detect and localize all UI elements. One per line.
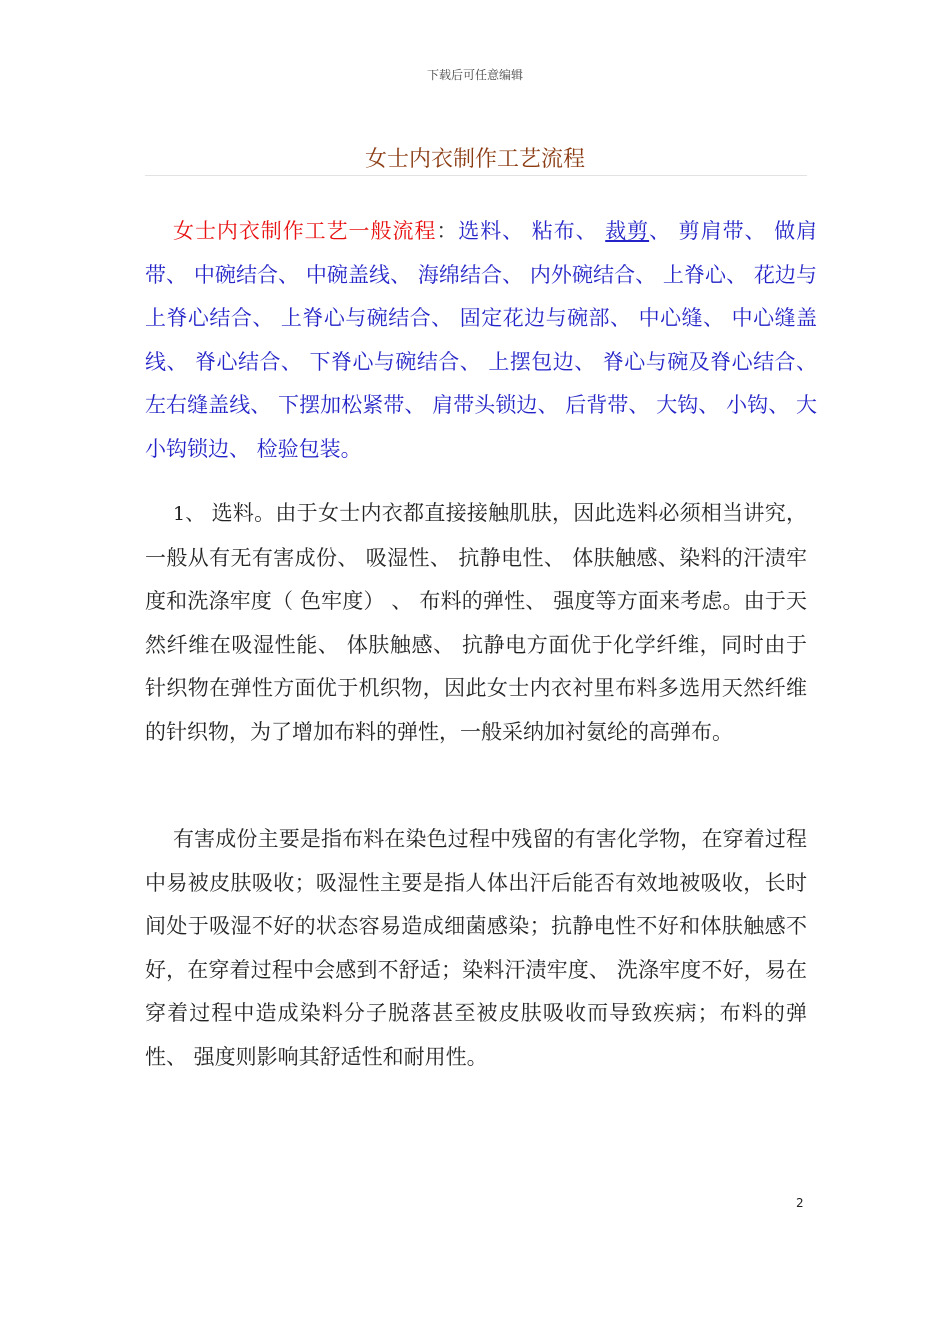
document-title: 女士内衣制作工艺流程 [364,147,585,172]
page-header-note: 下载后可任意编辑 [426,68,523,82]
paragraph-number: 1、 [173,503,205,525]
paragraph-material-selection [145,492,807,754]
flow-steps-after: 、 剪肩带、 做肩带、 中碗结合、 中碗盖线、 海绵结合、 内外碗结合、 上脊心、 花边与上脊心结合、 上脊心与碗结合、 固定花边与碗部、 中心缝、 中心缝盖线、 脊心结合、 下脊心与碗结合、 上摆包边、 脊心与碗及脊心结合、 左右缝盖线、 下摆加松紧带、 肩带头锁边、 后背带、 大钩、 小钩、 大小钩锁边、 检验包装。 [145,219,818,461]
flow-steps-before: 选料、 粘布、 [458,219,606,243]
flow-step-cutting-link[interactable]: 裁剪 [605,219,650,243]
flow-lead: 女士内衣制作工艺一般流程 [173,219,437,243]
page-number: 2 [796,1196,804,1210]
paragraph-harmful-substances [145,818,807,1079]
process-flow-paragraph [145,210,817,471]
paragraph-text: 选料。由于女士内衣都直接接触肌肤，因此选料必须相当讲究，一般从有无有害成份、 吸湿性、 抗静电性、 体肤触感、染料的汗渍牢度和洗涤牢度（ 色牢度） 、 布料的弹性、 强度等方面来考虑。由于天然纤维在吸湿性能、 体肤触感、 抗静电方面优于化学纤维，同时由于针织物在弹性方面优于机织物，因此女士内衣衬里布料多选用天然纤维的针织物，为了增加布料的弹性，一般采纳加衬氨纶的高弹布。 [145,501,807,744]
title-divider [145,175,807,176]
paragraph-text: 有害成份主要是指布料在染色过程中残留的有害化学物，在穿着过程中易被皮肤吸收；吸湿性主要是指人体出汗后能否有效地被吸收，长时间处于吸湿不好的状态容易造成细菌感染；抗静电性不好和体肤触感不好，在穿着过程中会感到不舒适；染料汗渍牢度、 洗涤牢度不好，易在穿着过程中造成染料分子脱落甚至被皮肤吸收而导致疾病；布料的弹性、 强度则影响其舒适性和耐用性。 [145,827,807,1069]
flow-colon: ： [436,219,459,243]
